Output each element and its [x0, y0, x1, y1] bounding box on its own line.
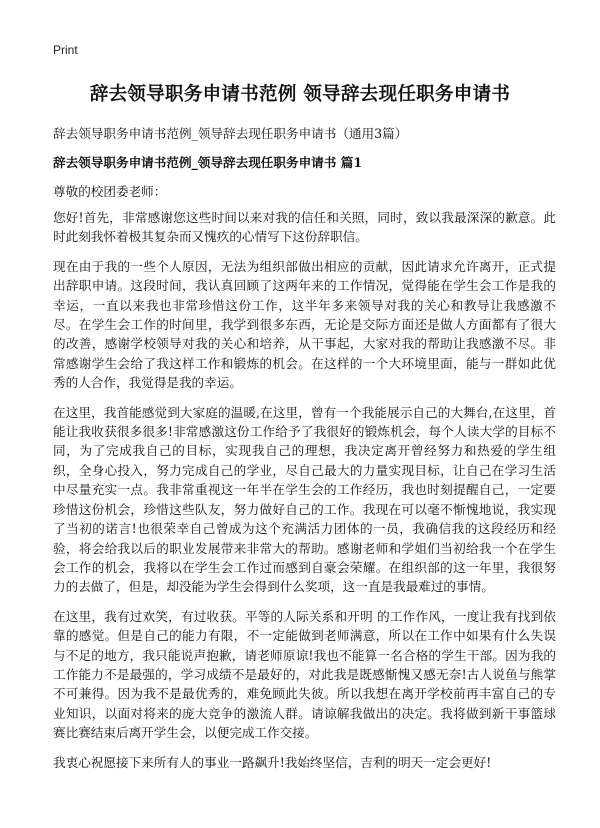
document-subtitle: 辞去领导职务申请书范例_领导辞去现任职务申请书（通用3篇）: [53, 126, 408, 141]
paragraph: 在这里，我有过欢笑，有过收获。平等的人际关系和开明 的工作作风，一度让我有找到依靠的感觉。但是自己的能力有限，不一定能做到老师满意，所以在工作中如果有什么失误与不足的地方，我只能说声抱歉，请老师原谅!我也不能算一名合格的学生干部。因为我的工作能力不是最强的，学习成绩不是最好的，对此我是既感惭愧又感无奈!古人说鱼与熊掌不可兼得。因为我不是最优秀的，难免顾此失彼。所以我想在离开学校前再丰富自己的专业知识，以面对将来的庞大竞争的激流人群。请谅解我做出的决定。我将做到新干事篮球赛比赛结束后离开学生会，以便完成工作交接。: [53, 608, 556, 741]
paragraph: 现在由于我的一些个人原因，无法为组织部做出相应的贡献，因此请求允许离开，正式提出辞职申请。这段时间，我认真回顾了这两年来的工作情况，觉得能在学生会工作是我的幸运，一直以来我也非常珍惜这份工作，这半年多来领导对我的关心和教导让我感激不尽。在学生会工作的时间里，我学到很多东西，无论是交际方面还是做人方面都有了很大的改善，感谢学校领导对我的关心和培养，从干事起，大家对我的帮助让我感激不尽。非常感谢学生会给了我这样工作和锻炼的机会。在这样的一个大环境里面，能与一群如此优秀的人合作，我觉得是我的幸运。: [53, 258, 556, 391]
paragraph: 在这里，我首能感觉到大家庭的温暖,在这里，曾有一个我能展示自己的大舞台,在这里，首能让我收获很多很多!非常感激这份工作给予了我很好的锻炼机会，每个人读大学的目标不同，为了完成我自己的目标，实现我自己的理想，我决定离开曾经努力和热爱的学生组织，全身心投入，努力完成自己的学业，尽自己最大的力量实现目标，让自己在学习生活中尽量充实一点。我非常重视这一年半在学生会的工作经历，我也时刻提醒自己，一定要珍惜这份机会，珍惜这些队友，努力做好自己的工作。我现在可以毫不惭愧地说，我实现了当初的诺言!也很荣幸自己曾成为这个充满活力团体的一员，我确信我的这段经历和经验，将会给我以后的职业发展带来非常大的帮助。感谢老师和学姐们当初给我一个在学生会工作的机会，我将以在学生会工作过而感到自豪会荣耀。在组织部的这一年里，我很努力的去做了，但是，却没能为学生会得到什么奖项，这一直是我最难过的事情。: [53, 404, 556, 595]
print-label[interactable]: Print: [53, 43, 78, 57]
paragraph: 您好!首先，非常感谢您这些时间以来对我的信任和关照，同时，致以我最深深的歉意。此时此刻我怀着极其复杂而又愧疚的心情写下这份辞职信。: [53, 210, 556, 245]
salutation: 尊敬的校团委老师：: [53, 184, 167, 199]
document-title: 辞去领导职务申请书范例 领导辞去现任职务申请书: [89, 84, 511, 105]
letter-body: [53, 208, 556, 782]
paragraph: 我衷心祝愿接下来所有人的事业一路飙升!我始终坚信，吉利的明天一定会更好!: [53, 754, 492, 770]
section-heading: 辞去领导职务申请书范例_领导辞去现任职务申请书 篇1: [53, 155, 363, 170]
